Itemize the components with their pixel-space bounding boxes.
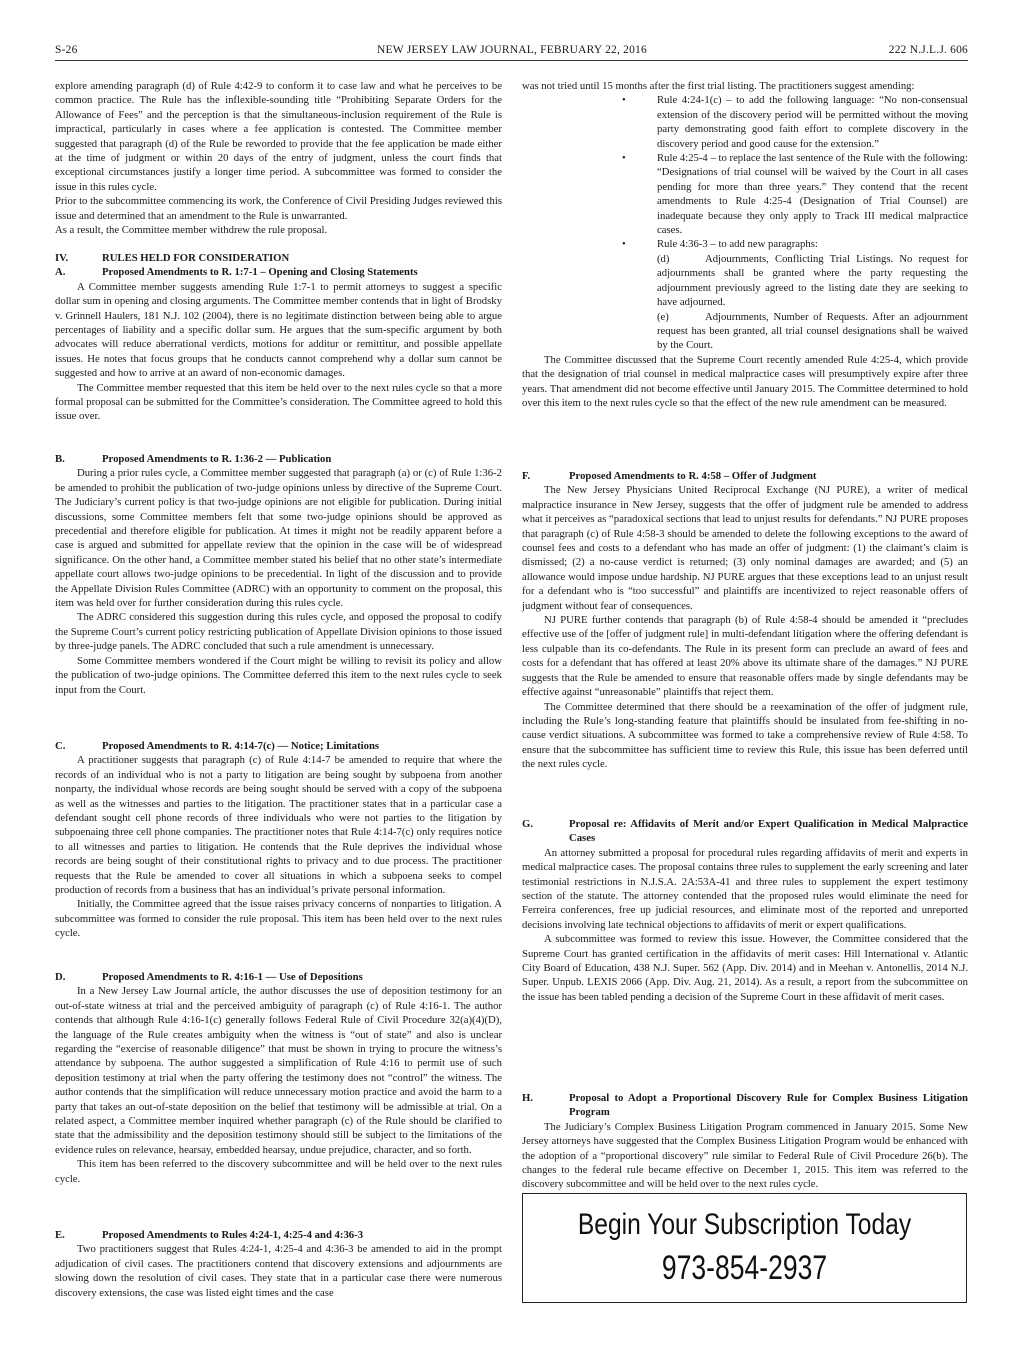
section-d (55, 970, 502, 1186)
subsection-letter: C. (55, 740, 66, 752)
section-e-continued (522, 79, 968, 410)
ad-headline: Begin Your Subscription Today (577, 1208, 912, 1241)
subsection-letter: H. (522, 1092, 533, 1104)
subsection-letter: B. (55, 453, 65, 465)
section-b (55, 452, 502, 697)
list-item (522, 237, 968, 251)
paragraph: Two practitioners suggest that Rules 4:24-1, 4:25-4 and 4:36-3 be amended to aid in the prompt adjudication of civil cases. The practitioners contend that discovery extensions and adjournments are slowing down the resolution of civil cases. They state that in a particular case there were numerous discovery extensions, the case was listed eight times and the case (55, 1243, 502, 1299)
subsection-letter: D. (55, 971, 66, 983)
subsection-heading (55, 265, 502, 279)
subparagraph (657, 310, 968, 353)
section-iv (55, 251, 502, 424)
subsection-letter: F. (522, 470, 531, 482)
subsection-heading (55, 1228, 502, 1242)
section-e (55, 1228, 502, 1300)
paragraph: In a New Jersey Law Journal article, the author discusses the use of deposition testimony for an out-of-state witness at trial and the perceived ambiguity of paragraph (c) of Rule 4:16-1. The author contends that although Rule 4:16-1(c) generally follows Federal Rule of Civil Procedure 32(a)(4)(D), the language of the Rule creates ambiguity when the witness is “out of state” and also is unclear regarding the “exercise of reasonable diligence” that must be shown in trying to procure the witness’s attendance by subpoena. The author suggested a simplification of Rule 4:16 to permit use of such deposition testimony at trial when the party offering the testimony does not “control” the witness. The author contends that the simplification will reduce unnecessary motion practice and avoid the harm to a party that takes an out-of-state deposition on the belief that testimony will be admissible at trial. On a related aspect, a Committee member inquired whether paragraph (c) of the Rule should be clarified to state that the admissibility and the deposition testimony should still be subject to the limitations of the evidence rules on relevance, hearsay, embedded hearsay, undue prejudice, character, and so forth. (55, 985, 502, 1156)
subsection-heading (55, 970, 502, 984)
bullet-icon: • (622, 238, 626, 251)
page-number: S-26 (55, 44, 78, 56)
paragraph: A Committee member suggests amending Rule 1:7-1 to permit attorneys to suggest a specific dollar sum in opening and closing arguments. The Committee member contends that in light of Brodsky v. Grinnell Haulers, 181 N.J. 102 (2004), there is no legitimate distinction between being able to argue percentages of liability and a specific dollar sum. He argues that the sum-specific argument by both advocates will reduce aberrational verdicts, motions for additur or remittitur, and possible appellate issues. He notes that focus groups that he conducts cannot comprehend why a dollar sum cannot be suggested and how to arrive at an award of non-economic damages. (55, 280, 502, 380)
section-g (522, 817, 968, 1004)
paragraph: The ADRC considered this suggestion during this rules cycle, and opposed the proposal to codify the Supreme Court’s current policy restricting publication of Appellate Division opinions to those issued by three-judge panels. The ADRC concluded that such a rule amendment is unnecessary. (55, 611, 502, 653)
subsection-title: Proposed Amendments to R. 4:58 – Offer of Judgment (569, 470, 817, 482)
paragraph: Initially, the Committee agreed that the issue raises privacy concerns of nonparties to litigation. A subcommittee was formed to consider the rule proposal. This item has been held over to the next rules cycle. (55, 898, 502, 940)
subsection-letter: A. (55, 266, 66, 279)
paragraph: was not tried until 15 months after the first trial listing. The practitioners suggest amending: (522, 80, 915, 92)
header-divider (55, 60, 968, 61)
publication-title: NEW JERSEY LAW JOURNAL, FEBRUARY 22, 2016 (377, 44, 647, 56)
list-item (522, 151, 968, 237)
list-item-text: Rule 4:25-4 – to replace the last sentence of the Rule with the following: “Designations of trial counsel will be waived by the Court in all cases pending for more than three years.” They contend that the recent amendments to Rule 4:25-4 (Designation of Trial Counsel) are inadequate because they only apply to Track III medical malpractice cases. (657, 152, 968, 237)
subparagraph-label: (e) (657, 310, 669, 323)
paragraph: During a prior rules cycle, a Committee member suggested that paragraph (a) or (c) of Rule 1:36-2 be amended to prohibit the publication of two-judge opinions unless by directive of the Supreme Court. The Judiciary’s current policy is that two-judge opinions are not eligible for publication. During initial discussions, some Committee members felt that some two-judge opinions should be approved as precedential and therefore eligible for publication. At times it might not be readily apparent before a case is argued and submitted for appellate review that the opinion in the case will be of widespread significance. On the other hand, a Committee member stated his belief that no other state’s intermediate appellate court allows two-judge opinions to be precedential. In light of the discussion and to provide the Appellate Division Rules Committee (ADRC) with an opportunity to comment on the proposal, this item was held over for further consideration during this rules cycle. (55, 467, 502, 610)
paragraph: As a result, the Committee member withdrew the rule proposal. (55, 224, 328, 237)
subparagraph-text: Adjournments, Conflicting Trial Listings. No request for adjournments shall be granted where the party requesting the adjournment previously agreed to the listing date they are seeking to have adjourned. (657, 252, 968, 309)
subsection-letter: E. (55, 1229, 65, 1241)
paragraph: explore amending paragraph (d) of Rule 4:42-9 to conform it to case law and what he perceives to be common practice. The Rule has the inflexible-sounding title “Prohibiting Separate Orders for the Allowance of Fees” and the perception is that the simultaneous-inclusion requirement of the Rule is impractical, particularly in cases where a fee application is contested. The Committee member suggested that paragraph (d) of the Rule be reworded to provide that the fee application be made either at the time of judgment or within 20 days of the entry of judgment, unless the court finds that exceptional circumstances justify a longer time period. A subcommittee was formed to consider the issue in this rules cycle. (55, 80, 502, 193)
paragraph: A subcommittee was formed to review this issue. However, the Committee considered that the Supreme Court has granted certification in the affidavits of merit cases: Hill International v. Atlantic City Board of Education, 438 N.J. Super. 562 (App. Div. 2014) and in Meehan v. Antonellis, 2014 N.J. Super. Unpub. LEXIS 2066 (App. Div. Aug. 21, 2014). As a result, a report from the subcommittee on the issue has been tabled pending a decision of the Supreme Court in these affidavit of merit cases. (522, 933, 968, 1003)
subsection-heading (522, 817, 968, 846)
subsection-title: Proposed Amendments to R. 1:7-1 – Opening and Closing Statements (102, 266, 418, 279)
subparagraph-text: Adjournments, Number of Requests. After an adjournment request has been granted, all trial counsel designations shall be waived by the Court. (657, 310, 968, 352)
subsection-title: Proposed Amendments to R. 4:14-7(c) — Notice; Limitations (102, 740, 380, 752)
intro-section (55, 79, 502, 237)
list-item-text: Rule 4:24-1(c) – to add the following language: “No non-consensual extension of the discovery period will be permitted without the moving party demonstrating good faith effort to complete discovery in the discovery period and good cause for the extension.” (657, 94, 968, 150)
subscription-ad (522, 1193, 967, 1303)
subsection-title: Proposal to Adopt a Proportional Discovery Rule for Complex Business Litigation Program (569, 1092, 968, 1119)
paragraph: An attorney submitted a proposal for procedural rules regarding affidavits of merit and experts in medical malpractice cases. The proposal contains three rules to supplement the early screening and later testimonial restrictions in N.J.S.A. 2A:53A-41 and three rules to supplement the expert testimony section of the statute. The attorney contended that the proposed rules would eliminate the need for Ferreira conferences, free up judicial resources, and eliminate most of the reported and unreported decisions involving late technical objections to affidavits of merit or expert qualifications. (522, 846, 968, 931)
paragraph: The Committee member requested that this item be held over to the next rules cycle so that a more formal proposal can be submitted for the Committee’s consideration. The Committee agreed to hold this issue over. (55, 381, 502, 423)
subparagraph (657, 252, 968, 310)
subsection-heading (55, 739, 502, 753)
bullet-icon: • (622, 94, 626, 107)
journal-citation: 222 N.J.L.J. 606 (888, 44, 968, 56)
section-h (522, 1091, 968, 1192)
subsection-heading (55, 452, 502, 466)
section-heading (55, 251, 502, 265)
ad-phone: 973-854-2937 (661, 1249, 828, 1287)
subsection-title: Proposed Amendments to Rules 4:24-1, 4:25-4 and 4:36-3 (102, 1229, 364, 1241)
section-f (522, 469, 968, 772)
paragraph: The Committee determined that there should be a reexamination of the offer of judgment rule, including the Rule’s long-standing feature that plaintiffs should be insulated from fee-shifting in no-cause verdict situations. A subcommittee was formed to take a comprehensive review of Rule 4:58. To ensure that the subcommittee has sufficient time to review this Rule, this issue has been deferred until the next rules cycle. (522, 700, 968, 771)
paragraph: NJ PURE further contends that paragraph (b) of Rule 4:58-4 should be amended it “precludes effective use of the [offer of judgment rule] in multi-defendant litigation where the offering defendant is less culpable than its co-defendants. The Rule in its present form can preclude an award of fees and costs for a defendant that has offered at least 20% above its ultimate share of the damages.” NJ PURE suggests that the Rule be amended to ensure that reasonable offers made by single defendants may be effective against “unreasonable” plaintiffs that reject them. (522, 614, 968, 699)
list-item-text: Rule 4:36-3 – to add new paragraphs: (657, 238, 818, 251)
list-item (522, 93, 968, 151)
subsection-title: Proposed Amendments to R. 1:36-2 — Publication (102, 453, 332, 465)
subsection-heading (522, 469, 968, 483)
section-c (55, 739, 502, 941)
paragraph: A practitioner suggests that paragraph (c) of Rule 4:14-7 be amended to require that where the records of an individual who is not a party to litigation are being sought by subpoena from another nonparty, the individual whose records are being sought should be served with a copy of the subpoena as well as the witnesses and parties to the litigation. The practitioner states that in a particular case a defendant sought cell phone records of three individuals who were not parties to the litigation by subpoenaing three cell phone companies. The practitioner notes that Rule 4:14-7(c) only requires notice to all witnesses and parties to litigation. He contends that the Rule deprives the individual whose records are being sought of their constitutional rights to privacy and to due process. The practitioner requests that the Rule be amended to cover all situations in which a subpoena seeks to compel production of records from a business that has an individual’s private personal information. (55, 754, 502, 897)
paragraph: The Committee discussed that the Supreme Court recently amended Rule 4:25-4, which provide that the designation of trial counsel in medical malpractice cases will presumptively expire after three years. That amendment did not become effective until January 2015. The Committee determined to hold over this item to the next rules cycle so that the effect of the new rule amendment can be measured. (522, 353, 968, 409)
subparagraph-label: (d) (657, 252, 670, 265)
paragraph: Some Committee members wondered if the Court might be willing to revisit its policy and allow the publication of two-judge opinions. The Committee deferred this item to the next rules cycle to seek input from the Court. (55, 654, 502, 696)
section-title: RULES HELD FOR CONSIDERATION (102, 252, 290, 264)
bullet-icon: • (622, 152, 626, 165)
subsection-letter: G. (522, 818, 533, 830)
subsection-title: Proposal re: Affidavits of Merit and/or Expert Qualification in Medical Malpractice Cases (569, 818, 968, 845)
section-number: IV. (55, 252, 69, 264)
subsection-heading (522, 1091, 968, 1120)
paragraph: The New Jersey Physicians United Reciprocal Exchange (NJ PURE), a writer of medical malpractice insurance in New Jersey, suggests that the offer of judgment rule be amended to address what it perceives as “paradoxical sections that lead to unjust results for defendants.” NJ PURE proposes that paragraph (c) of Rule 4:58-3 should be amended to delete the following exceptions to the award of counsel fees and costs to a defendant who has made an offer of judgment: (1) the claimant’s claim is dismissed; (2) a no-cause verdict is returned; (3) only nominal damages are awarded; and (5) an allowance would impose undue hardship. NJ PURE argues that these exceptions lead to an unjust result for a defendant who is “too successful” and plaintiffs are incentivized to reject reasonable offers of judgment without fear of consequences. (522, 484, 968, 612)
paragraph: This item has been referred to the discovery subcommittee and will be held over to the next rules cycle. (55, 1158, 502, 1185)
paragraph: The Judiciary’s Complex Business Litigation Program commenced in January 2015. Some New Jersey attorneys have suggested that the Complex Business Litigation Program would be enhanced with the adoption of a “proportional discovery” rule similar to Federal Rule of Civil Procedure 26(b). The changes to the federal rule became effective on December 1, 2015. This item was referred to the discovery subcommittee and will be held over to the next rules cycle. (522, 1120, 968, 1191)
subsection-title: Proposed Amendments to R. 4:16-1 — Use of Depositions (102, 971, 363, 983)
paragraph: Prior to the subcommittee commencing its work, the Conference of Civil Presiding Judges reviewed this issue and determined that an amendment to the Rule is unwarranted. (55, 195, 502, 222)
